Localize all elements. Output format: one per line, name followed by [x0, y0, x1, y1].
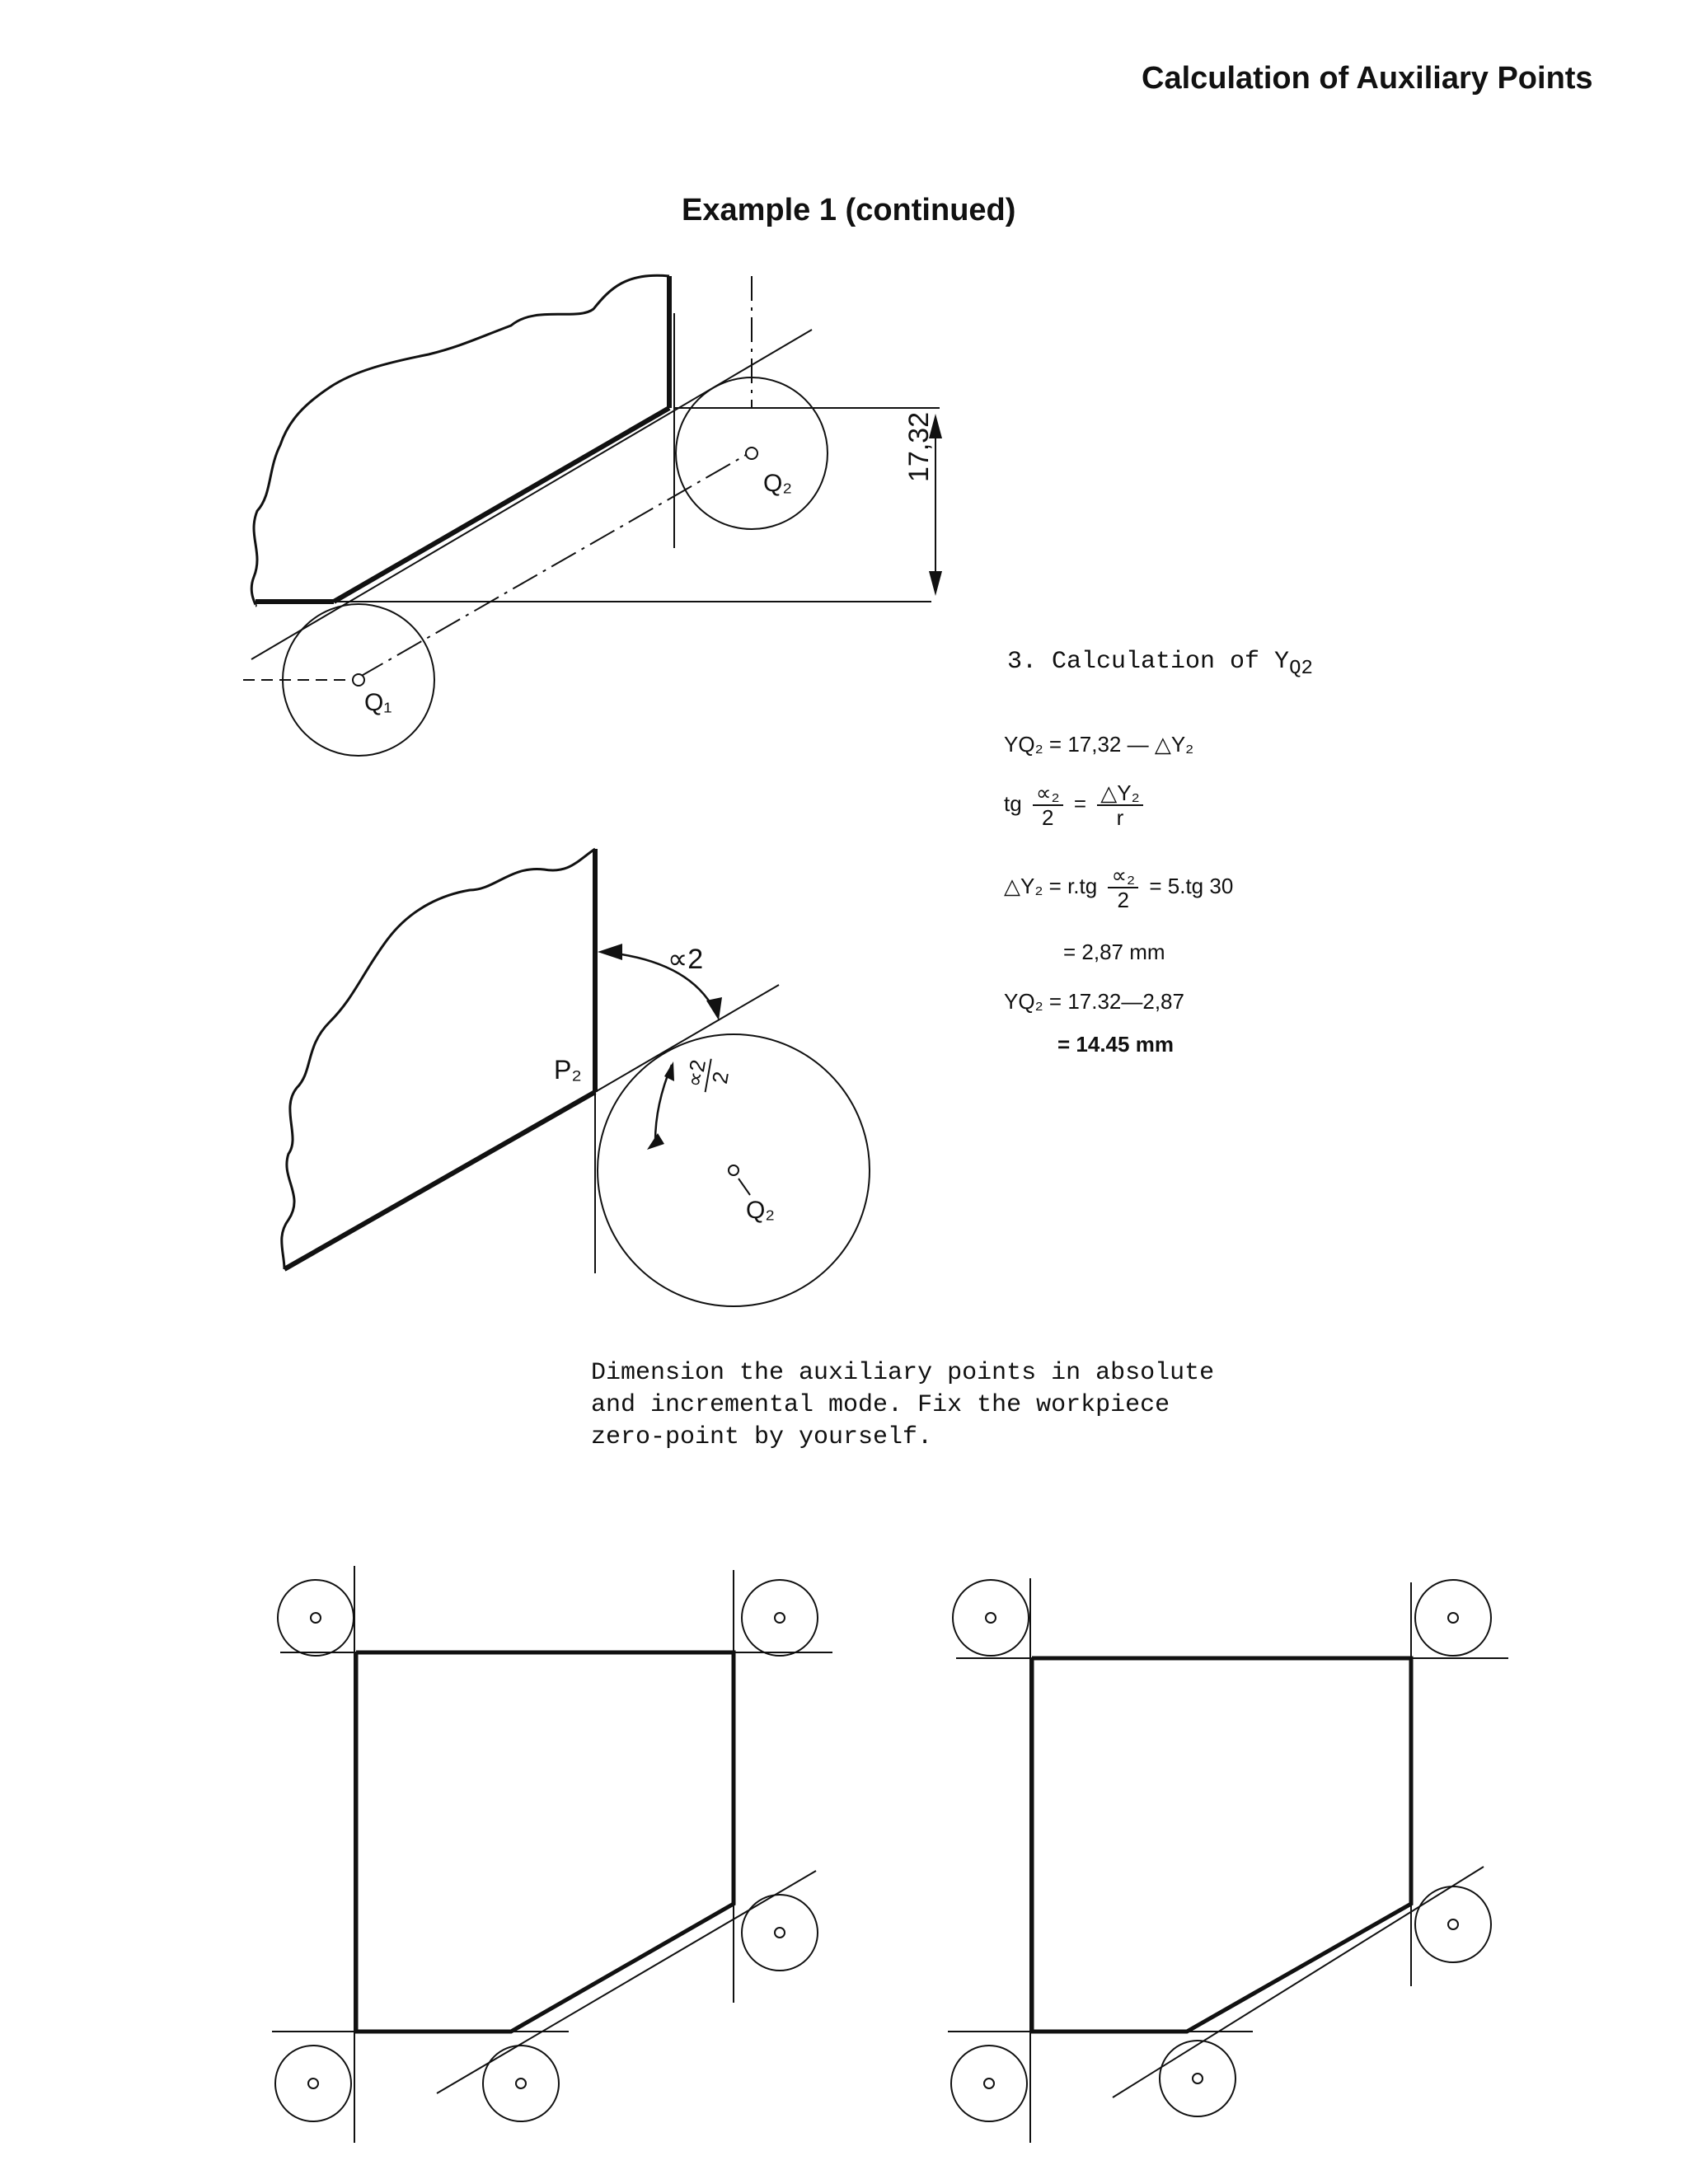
- workpiece-outline-top: [251, 275, 669, 606]
- calc-line-5-lhs: YQ₂ =: [1004, 989, 1062, 1014]
- calc-line-5-rhs: 17.32—2,87: [1067, 989, 1184, 1014]
- page-title: Calculation of Auxiliary Points: [1142, 61, 1593, 96]
- half-angle-label: [681, 1050, 735, 1101]
- instruction-line-3: zero-point by yourself.: [591, 1423, 933, 1451]
- calc-line-2-den2: r: [1116, 805, 1124, 830]
- calc-line-3-mid: r.tg: [1067, 873, 1098, 898]
- figure-top-drawing: [243, 275, 942, 756]
- calc-line-2-num2: △Y₂: [1097, 781, 1142, 806]
- figure-bottom-left-drawing: [272, 1566, 832, 2143]
- q2-label-top: Q₂: [763, 470, 792, 497]
- calc-line-1: [1004, 732, 1193, 757]
- calc-line-3-rhs: = 5.tg 30: [1149, 873, 1234, 898]
- calc-line-4: = 2,87 mm: [1063, 940, 1165, 964]
- calc-line-2: [1004, 781, 1148, 829]
- figure-bottom-right-drawing: [948, 1578, 1508, 2143]
- calc-line-1-lhs: YQ₂ =: [1004, 732, 1062, 757]
- workpiece-outline-mid: [282, 849, 595, 1269]
- calc-heading: [1007, 646, 1313, 685]
- calc-heading-subscript: Q2: [1289, 658, 1313, 680]
- half-angle-numerator: ∝2: [682, 1055, 712, 1093]
- q2-label-mid: Q₂: [746, 1197, 775, 1224]
- instruction-line-2: and incremental mode. Fix the workpiece: [591, 1391, 1170, 1419]
- dimension-label: 17,32: [903, 411, 935, 482]
- calc-result: = 14.45 mm: [1057, 1032, 1174, 1057]
- calc-line-3-den: 2: [1117, 888, 1130, 912]
- calc-line-3-num: ∝₂: [1108, 864, 1138, 888]
- example-heading: Example 1 (continued): [682, 193, 1016, 227]
- calc-line-1-rhs: 17,32 — △Y₂: [1067, 732, 1194, 757]
- q1-label: Q₁: [364, 689, 392, 716]
- calc-line-3: [1004, 864, 1233, 912]
- calc-line-2-tg: tg: [1004, 790, 1022, 816]
- calc-line-5: [1004, 989, 1184, 1015]
- instruction-text: [591, 1357, 1214, 1454]
- alpha2-label: ∝2: [668, 944, 704, 975]
- half-angle-denominator: 2: [706, 1069, 734, 1086]
- calc-line-3-lhs: △Y₂ =: [1004, 873, 1062, 898]
- instruction-line-1: Dimension the auxiliary points in absolute: [591, 1359, 1215, 1387]
- calc-line-2-num1: ∝₂: [1033, 781, 1063, 806]
- p2-label: P₂: [554, 1055, 582, 1085]
- calc-heading-main: 3. Calculation of Y: [1007, 648, 1290, 676]
- calc-line-2-den1: 2: [1042, 805, 1054, 830]
- calc-line-2-eq: =: [1073, 790, 1087, 816]
